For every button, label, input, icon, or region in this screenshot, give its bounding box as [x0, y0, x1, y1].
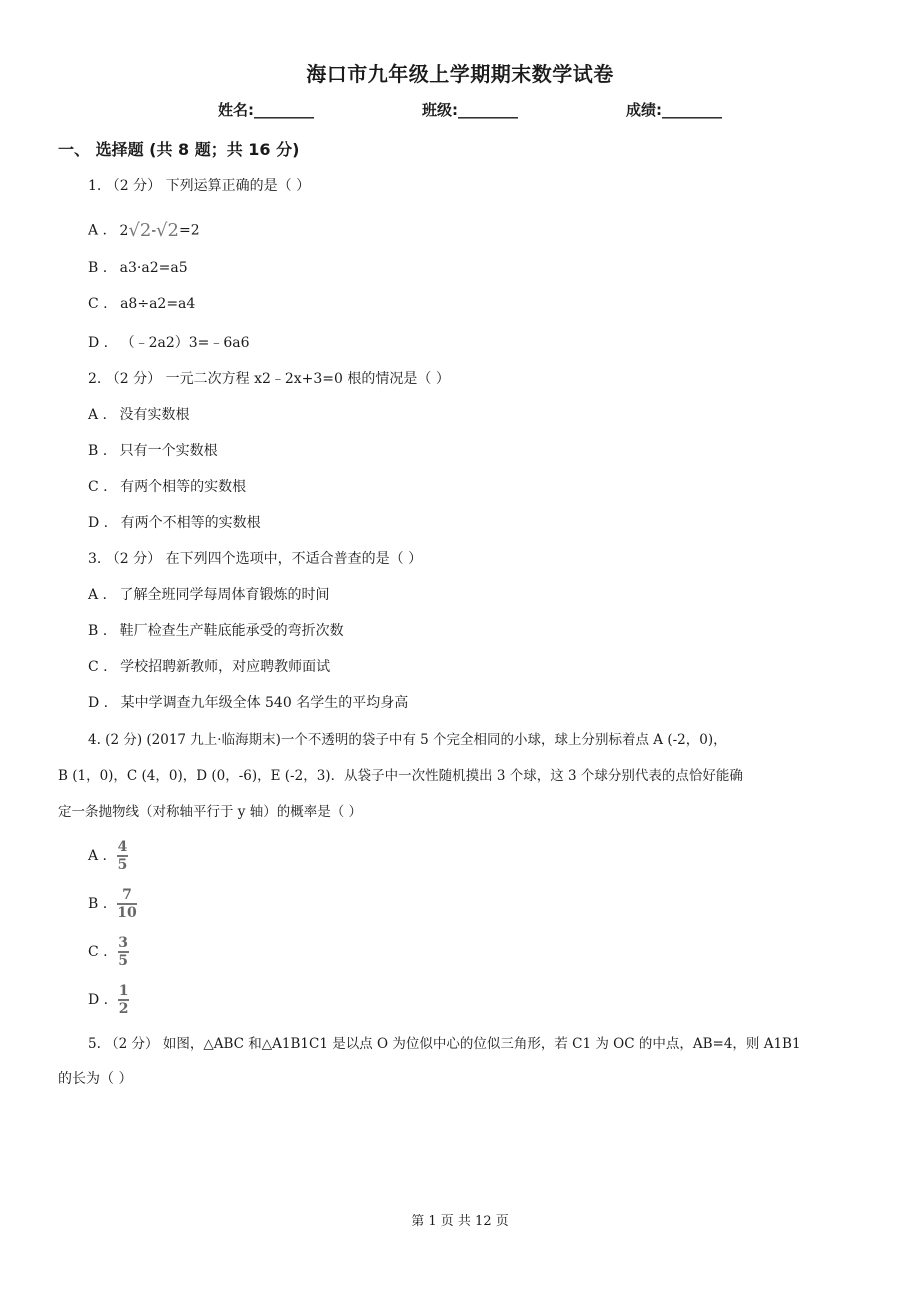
question-4-option-c [88, 930, 129, 974]
option-label: B . [88, 260, 108, 276]
question-4-stem-line-3: 定一条抛物线（对称轴平行于 y 轴）的概率是（ ） [58, 804, 362, 820]
question-1-option-a [88, 220, 200, 241]
question-1-option-c [88, 296, 195, 312]
question-3-option-c [88, 656, 330, 676]
question-5-stem-line-2: 的长为（ ） [58, 1071, 133, 1087]
question-1-stem: 1. （2 分） 下列运算正确的是（ ） [88, 178, 311, 194]
denominator: 2 [118, 1000, 129, 1017]
question-4-option-a [88, 834, 128, 878]
denominator: 10 [117, 904, 137, 921]
page-title: 海口市九年级上学期期末数学试卷 [306, 62, 614, 86]
option-text: 有两个不相等的实数根 [120, 515, 261, 531]
question-4-stem-line-1: 4. (2 分) (2017 九上·临海期末)一个不透明的袋子中有 5 个完全相同的小球，球上分别标着点 A (-2，0)， [88, 732, 727, 748]
option-label: C . [88, 479, 108, 495]
option-label: B . [88, 896, 108, 912]
question-3-option-a [88, 584, 329, 604]
option-label: C . [88, 944, 108, 960]
option-label: A . [88, 848, 108, 864]
section-heading: 一、 选择题 (共 8 题；共 16 分) [58, 140, 300, 159]
option-text: 有两个相等的实数根 [120, 479, 247, 495]
question-3-option-d [88, 692, 408, 712]
question-1-option-b [88, 260, 188, 276]
class-field: 班级:________ [422, 101, 518, 119]
option-text: a3·a2=a5 [119, 260, 188, 276]
option-label: C . [88, 296, 108, 312]
question-3-option-b [88, 620, 344, 640]
denominator: 5 [118, 952, 128, 969]
option-text: 学校招聘新教师，对应聘教师面试 [120, 659, 331, 675]
option-label: A . [88, 587, 108, 603]
numerator: 4 [117, 839, 128, 856]
option-text: 某中学调查九年级全体 540 名学生的平均身高 [120, 695, 409, 711]
option-label: A . [88, 407, 108, 423]
option-label: D . [88, 515, 109, 531]
question-3-stem: 3. （2 分） 在下列四个选项中，不适合普查的是（ ） [88, 551, 423, 567]
question-2-option-a [88, 404, 189, 424]
sqrt-2-term: √2 [156, 220, 179, 241]
question-2-stem: 2. （2 分） 一元二次方程 x2﹣2x+3=0 根的情况是（ ） [88, 371, 450, 387]
question-4-option-b [88, 882, 137, 926]
option-text: 2 [119, 222, 129, 239]
option-text: （﹣2a2）3=﹣6a6 [120, 335, 250, 351]
option-label: A . [88, 222, 108, 239]
option-text: 没有实数根 [119, 407, 190, 423]
fraction [117, 840, 128, 872]
question-1-option-d [88, 332, 250, 352]
option-label: B . [88, 443, 108, 459]
fraction [118, 984, 129, 1016]
question-2-option-c [88, 476, 246, 496]
sqrt-2-term: √2 [128, 220, 152, 241]
option-text: 了解全班同学每周体育锻炼的时间 [119, 587, 330, 603]
option-label: B . [88, 623, 108, 639]
question-2-option-d [88, 512, 261, 532]
option-text: a8÷a2=a4 [120, 296, 196, 312]
option-label: C . [88, 659, 108, 675]
denominator: 5 [117, 856, 128, 873]
fraction [118, 936, 129, 968]
name-field: 姓名:________ [218, 101, 314, 119]
question-4-stem-line-2: B (1，0)，C (4，0)，D (0，-6)，E (-2，3)．从袋子中一次性随机摸出 3 个球，这 3 个球分别代表的点恰好能确 [58, 768, 743, 784]
fraction [117, 888, 136, 920]
numerator: 3 [118, 935, 128, 952]
question-2-option-b [88, 440, 218, 460]
option-label: D . [88, 695, 109, 711]
option-label: D . [88, 992, 109, 1008]
option-text: =2 [178, 222, 200, 239]
question-4-option-d [88, 978, 129, 1022]
score-field: 成绩:________ [626, 101, 722, 119]
option-text: - [151, 222, 157, 239]
numerator: 1 [118, 983, 129, 1000]
question-5-stem-line-1: 5. （2 分） 如图，△ABC 和△A1B1C1 是以点 O 为位似中心的位似三角形，若 C1 为 OC 的中点，AB=4，则 A1B1 [88, 1036, 801, 1052]
numerator: 7 [122, 887, 132, 904]
option-text: 只有一个实数根 [119, 443, 218, 459]
option-label: D . [88, 335, 109, 351]
page-footer: 第 1 页 共 12 页 [411, 1214, 509, 1229]
option-text: 鞋厂检查生产鞋底能承受的弯折次数 [119, 623, 344, 639]
